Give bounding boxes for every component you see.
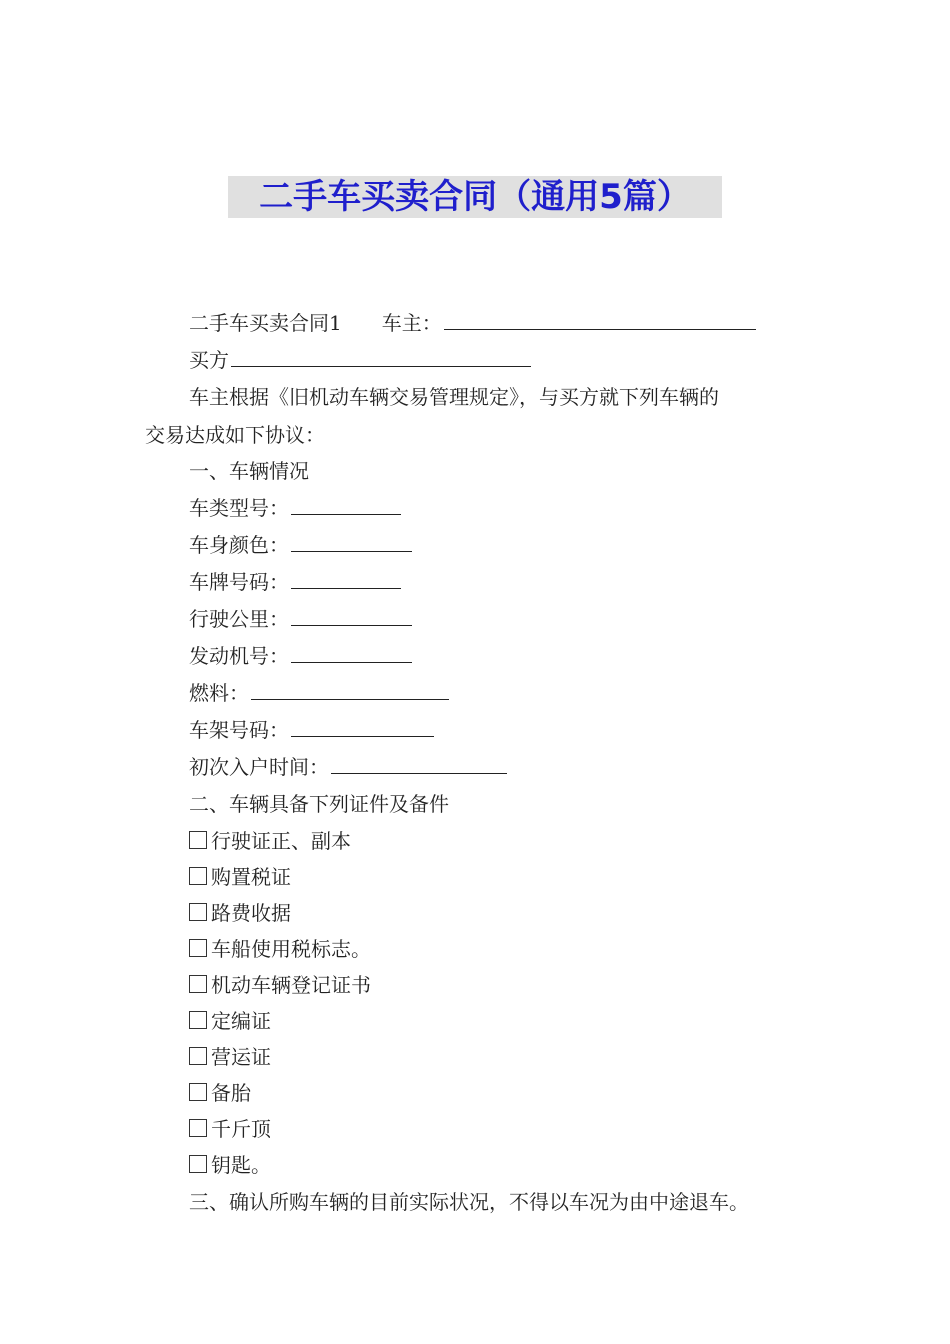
buyer-label: 买方 — [189, 348, 229, 372]
field-vehicle-model — [189, 494, 401, 521]
field-blank[interactable] — [291, 716, 434, 737]
checklist-label: 车船使用税标志。 — [211, 937, 371, 961]
checklist-item[interactable] — [189, 1152, 271, 1178]
checklist-item[interactable] — [189, 1116, 271, 1142]
field-blank[interactable] — [251, 679, 449, 700]
field-label: 发动机号： — [189, 644, 289, 668]
field-blank[interactable] — [291, 642, 412, 663]
checklist-item[interactable] — [189, 1008, 271, 1034]
checkbox[interactable] — [189, 975, 207, 993]
field-engine-number — [189, 642, 412, 669]
field-label: 车类型号： — [189, 496, 289, 520]
field-frame-number — [189, 716, 434, 743]
field-blank[interactable] — [291, 605, 412, 626]
checklist-item[interactable] — [189, 936, 371, 962]
checkbox[interactable] — [189, 1155, 207, 1173]
intro-line-1: 车主根据《旧机动车辆交易管理规定》，与买方就下列车辆的 — [189, 385, 719, 409]
field-label: 车架号码： — [189, 718, 289, 742]
checkbox[interactable] — [189, 903, 207, 921]
field-body-color — [189, 531, 412, 558]
checklist-item[interactable] — [189, 1080, 251, 1106]
section2-heading: 二、车辆具备下列证件及备件 — [189, 792, 449, 816]
checkbox[interactable] — [189, 1119, 207, 1137]
field-label: 车牌号码： — [189, 570, 289, 594]
field-plate-number — [189, 568, 401, 595]
checklist-item[interactable] — [189, 900, 291, 926]
checklist-label: 机动车辆登记证书 — [211, 973, 371, 997]
section3-heading: 三、确认所购车辆的目前实际状况，不得以车况为由中途退车。 — [189, 1190, 749, 1214]
field-blank[interactable] — [331, 753, 507, 774]
checklist-item[interactable] — [189, 972, 371, 998]
checkbox[interactable] — [189, 1047, 207, 1065]
owner-blank[interactable] — [444, 309, 756, 330]
checkbox[interactable] — [189, 939, 207, 957]
owner-label: 车主： — [381, 311, 442, 335]
field-first-registration — [189, 753, 507, 780]
checklist-label: 备胎 — [211, 1081, 251, 1105]
field-label: 燃料： — [189, 681, 249, 705]
checklist-label: 购置税证 — [211, 865, 291, 889]
field-fuel — [189, 679, 449, 706]
field-blank[interactable] — [291, 494, 401, 515]
checkbox[interactable] — [189, 867, 207, 885]
field-blank[interactable] — [291, 531, 412, 552]
checkbox[interactable] — [189, 831, 207, 849]
checklist-label: 行驶证正、副本 — [211, 829, 351, 853]
checklist-label: 千斤顶 — [211, 1117, 271, 1141]
field-label: 初次入户时间： — [189, 755, 329, 779]
checklist-item[interactable] — [189, 1044, 271, 1070]
checklist-item[interactable] — [189, 864, 291, 890]
checkbox[interactable] — [189, 1011, 207, 1029]
field-blank[interactable] — [291, 568, 401, 589]
contract-header-line — [189, 309, 756, 336]
checklist-item[interactable] — [189, 828, 351, 854]
checklist-label: 钥匙。 — [211, 1153, 271, 1177]
checkbox[interactable] — [189, 1083, 207, 1101]
checklist-label: 路费收据 — [211, 901, 291, 925]
intro-line-2: 交易达成如下协议： — [145, 423, 325, 447]
document-title: 二手车买卖合同（通用5篇） — [228, 176, 722, 218]
buyer-line — [189, 346, 531, 373]
section1-heading: 一、车辆情况 — [189, 459, 309, 483]
field-mileage — [189, 605, 412, 632]
contract-number-label: 二手车买卖合同1 — [189, 311, 342, 335]
checklist-label: 营运证 — [211, 1045, 271, 1069]
buyer-blank[interactable] — [231, 346, 531, 367]
field-label: 行驶公里： — [189, 607, 289, 631]
field-label: 车身颜色： — [189, 533, 289, 557]
checklist-label: 定编证 — [211, 1009, 271, 1033]
